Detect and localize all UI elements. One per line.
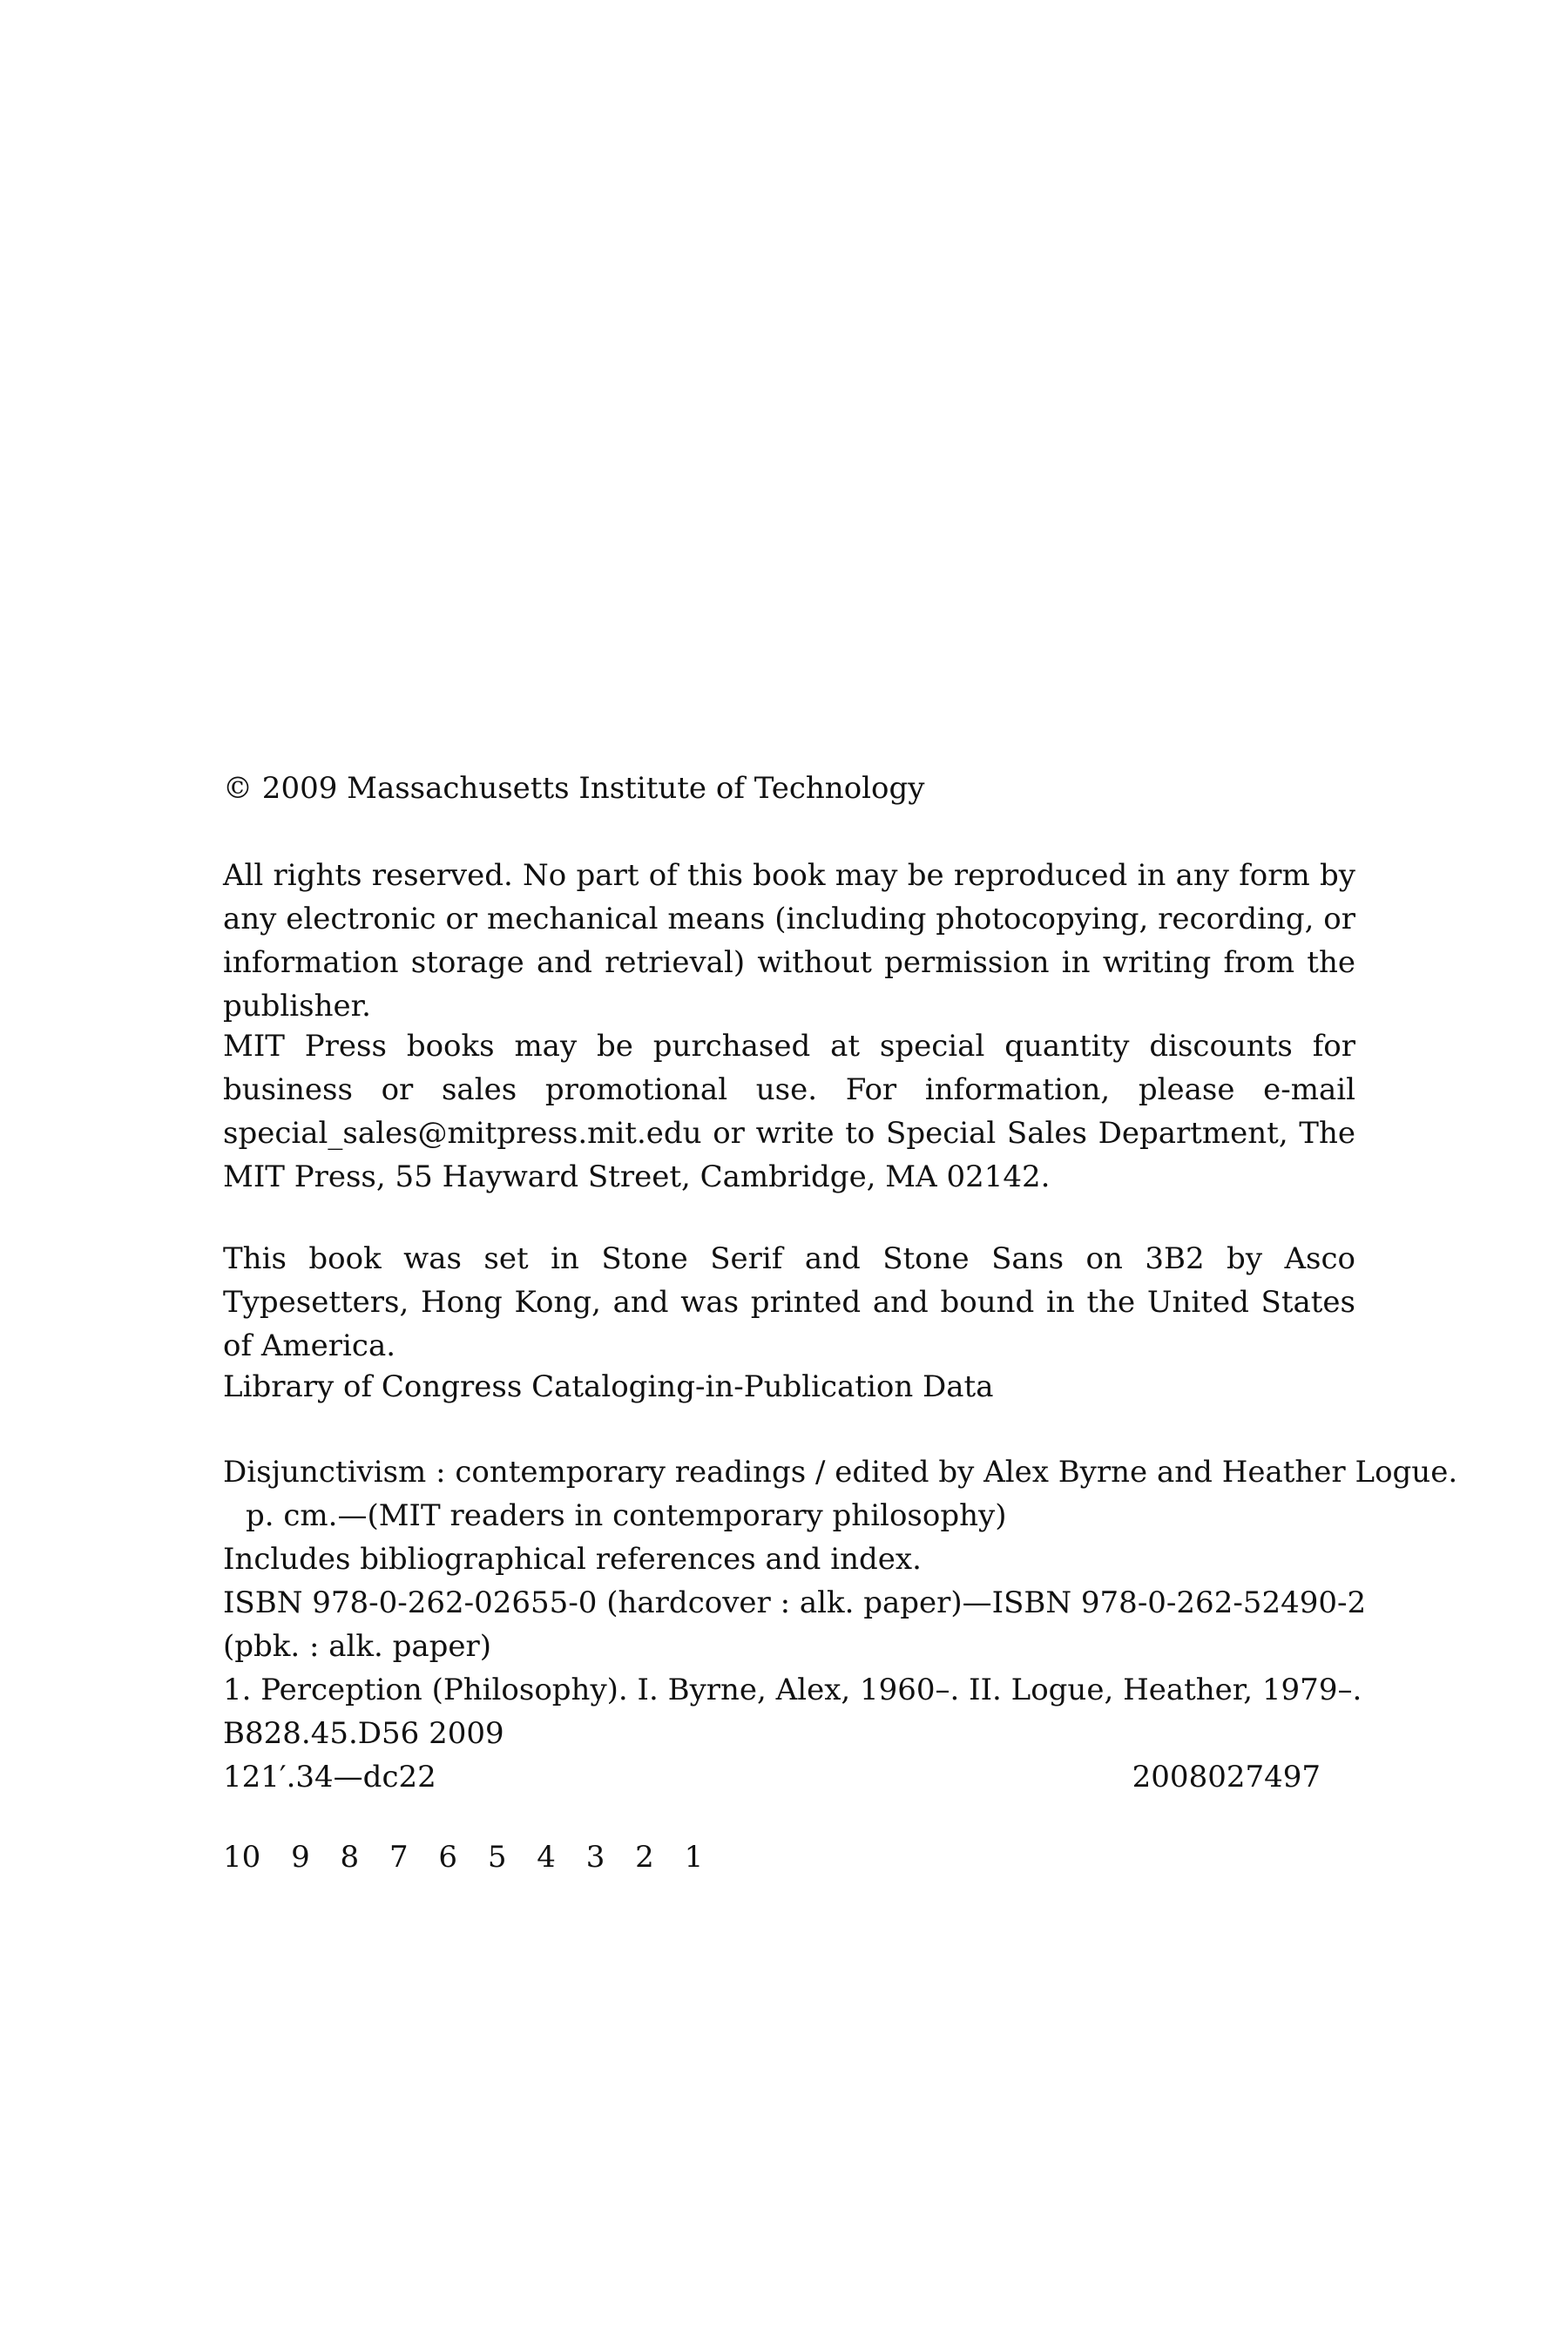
cip-lccn: 2008027497	[1132, 1760, 1321, 1794]
cip-classification-row	[223, 1755, 1321, 1799]
cip-lc-class: B828.45.D56 2009	[223, 1716, 504, 1751]
rights-paragraph: All rights reserved. No part of this book may be reproduced in any form by any electronic or mechanical means (including photocopying, recording, or information storage and retrieval) without permission in writing from the publisher.	[223, 858, 1355, 1024]
cip-title-line: Disjunctivism : contemporary readings / edited by Alex Byrne and Heather Logue.	[223, 1455, 1458, 1490]
sales-paragraph: MIT Press books may be purchased at special quantity discounts for business or sales promotional use. For information, please e-mail special_sales@mitpress.mit.edu or write to Special Sales Department, The MIT Press, 55 Hayward Street, Cambridge, MA 02142.	[223, 1029, 1355, 1194]
cip-notes-line: Includes bibliographical references and index.	[223, 1542, 922, 1577]
cip-heading: Library of Congress Cataloging-in-Publication Data	[223, 1369, 994, 1404]
copyright-line: © 2009 Massachusetts Institute of Technology	[223, 771, 925, 806]
cip-series-line: p. cm.—(MIT readers in contemporary philosophy)	[246, 1498, 1007, 1533]
cip-dewey: 121′.34—dc22	[223, 1760, 436, 1794]
cip-isbn-line: ISBN 978-0-262-02655-0 (hardcover : alk. paper)—ISBN 978-0-262-52490-2	[223, 1585, 1367, 1620]
cip-isbn-pbk-line: (pbk. : alk. paper)	[223, 1629, 492, 1664]
printing-line: 10 9 8 7 6 5 4 3 2 1	[223, 1840, 704, 1875]
cip-subjects-line: 1. Perception (Philosophy). I. Byrne, Alex, 1960–. II. Logue, Heather, 1979–.	[223, 1673, 1362, 1707]
typesetting-paragraph: This book was set in Stone Serif and Stone Sans on 3B2 by Asco Typesetters, Hong Kong, and was printed and bound in the United States of America.	[223, 1241, 1355, 1363]
cip-record	[223, 1450, 1458, 1799]
